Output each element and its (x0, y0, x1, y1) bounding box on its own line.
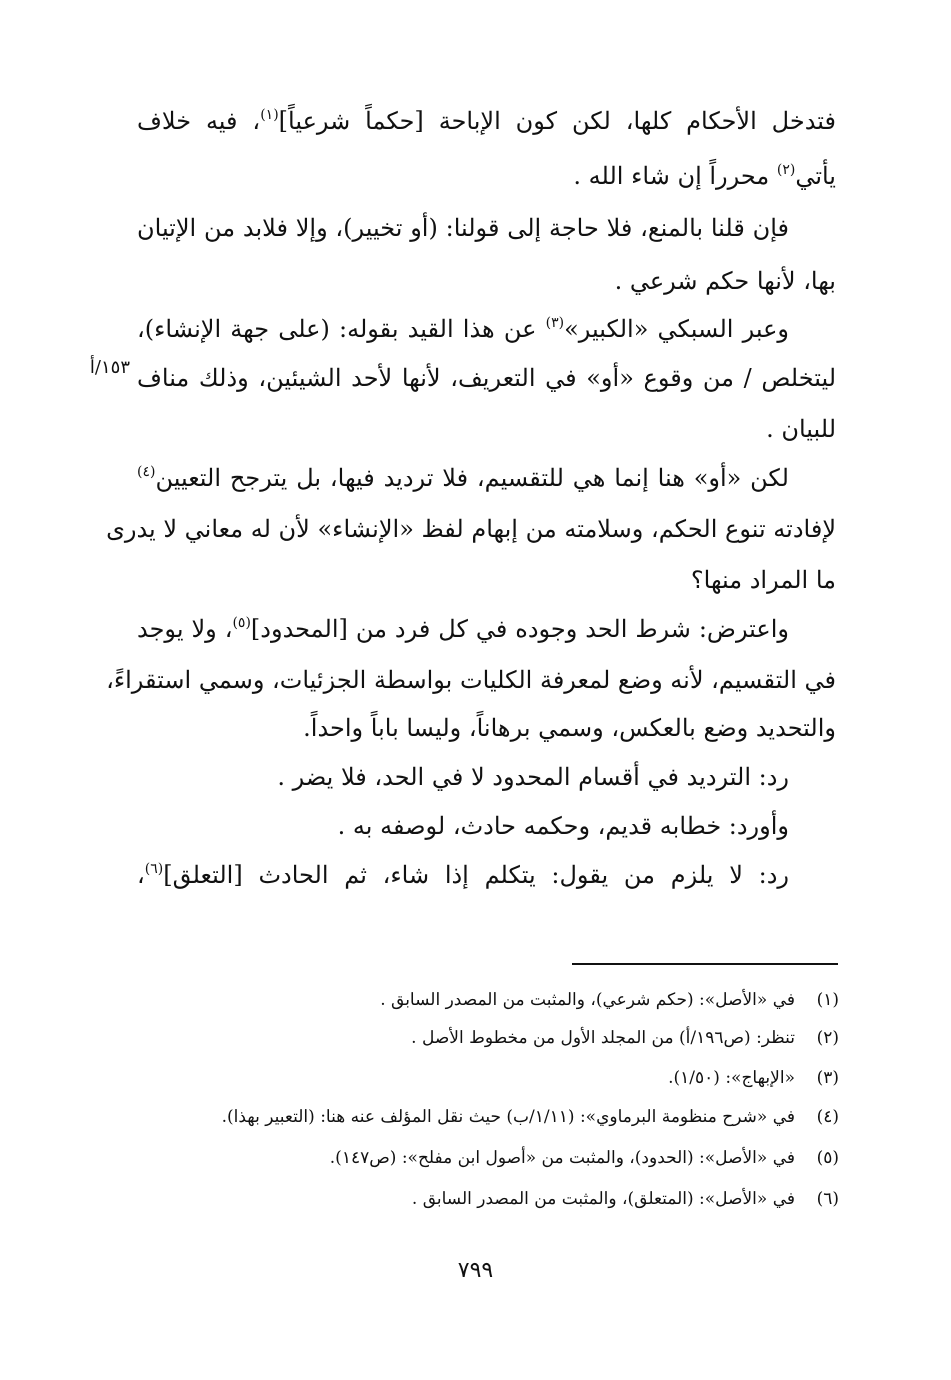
footnote-5: (٥)في «الأصل»: (الحدود)، والمثبت من «أصول ابن مفلح»: (ص١٤٧). (329, 1148, 839, 1168)
footnote-4: (٤)في «شرح منظومة البرماوي»: (١/١١/ب) حيث نقل المؤلف عنه هنا: (التعبير بهذا). (221, 1107, 839, 1127)
text-line-8: لكن «أو» هنا إنما هي للتقسيم، فلا ترديد فيها، بل يترجح التعيين$^{(٤)}$ (137, 464, 789, 492)
page-number: ٧٩٩ (457, 1258, 494, 1283)
text-line-16: رد: لا يلزم من يقول: يتكلم إذا شاء، ثم الحادث [التعلق]$^{(٦)}$، (137, 861, 789, 889)
footnote-1: (١)في «الأصل»: (حكم شرعي)، والمثبت من المصدر السابق . (380, 990, 839, 1010)
text-line-9: لإفادته تنوع الحكم، وسلامته من إبهام لفظ «الإنشاء» لأن له معاني لا يدرى (106, 515, 836, 543)
footnote-3: (٣)«الإبهاج»: (١/٥٠). (668, 1068, 839, 1088)
text-line-12: في التقسيم، لأنه وضع لمعرفة الكليات بواسطة الجزئيات، وسمي استقراءً، (106, 666, 836, 694)
footnote-2: (٢)تنظر: (ص١٩٦/أ) من المجلد الأول من مخطوط الأصل . (411, 1028, 839, 1048)
text-line-5: وعبر السبكي «الكبير»$^{(٣)}$ عن هذا القيد بقوله: (على جهة الإنشاء)، (137, 315, 789, 343)
footnote-ref-2[interactable]: (٢) (776, 162, 796, 178)
text-line-10: ما المراد منها؟ (690, 566, 836, 594)
text-line-4: بها، لأنها حكم شرعي . (614, 267, 836, 295)
manuscript-folio-marker: ١٥٣/أ (89, 357, 130, 378)
text-line-7: للبيان . (766, 415, 836, 443)
text-line-3: فإن قلنا بالمنع، فلا حاجة إلى قولنا: (أو تخيير)، وإلا فلابد من الإتيان (137, 214, 789, 242)
text-line-11: واعترض: شرط الحد وجوده في كل فرد من [المحدود]$^{(٥)}$، ولا يوجد (137, 615, 789, 643)
footnote-ref-6[interactable]: (٦) (144, 861, 164, 877)
footnote-ref-1[interactable]: (١) (260, 107, 279, 123)
text-line-13: والتحديد وضع بالعكس، وسمي برهاناً، وليسا باباً واحداً. (303, 714, 836, 742)
text-line-6: ليتخلص / من وقوع «أو» في التعريف، لأنها لأحد الشيئين، وذلك مناف (137, 364, 837, 392)
text-line-15: وأورد: خطابه قديم، وحكمه حادث، لوصفه به . (337, 812, 789, 840)
footnote-6: (٦)في «الأصل»: (المتعلق)، والمثبت من المصدر السابق . (411, 1189, 839, 1209)
text-line-1: فتدخل الأحكام كلها، لكن كون الإباحة [حكماً شرعياً]$^{(١)}$، فيه خلاف (137, 107, 837, 135)
footnote-ref-4[interactable]: (٤) (137, 464, 156, 480)
footnote-ref-3[interactable]: (٣) (545, 315, 565, 331)
text-line-2: يأتي$^{(٢)}$ محرراً إن شاء الله . (573, 162, 836, 190)
text-line-14: رد: الترديد في أقسام المحدود لا في الحد، فلا يضر . (277, 763, 789, 791)
footnote-separator (572, 963, 838, 965)
footnote-ref-5[interactable]: (٥) (232, 615, 251, 631)
